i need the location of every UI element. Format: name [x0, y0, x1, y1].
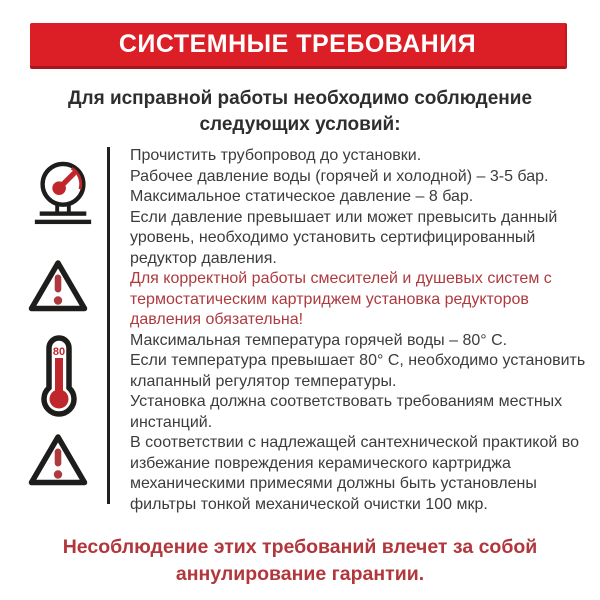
requirement-item: Установка должна соответствовать требованиям местных инстанций. — [130, 393, 563, 431]
warning-triangle-icon — [26, 257, 90, 320]
requirement-item: Если температура превышает 80° C, необходимо установить клапанный регулятор температуры. — [130, 352, 586, 390]
vertical-divider — [107, 147, 110, 504]
warranty-warning — [0, 534, 600, 588]
requirement-item: Для корректной работы смесителей и душевых систем с термостатическим картриджем установка редукторов давления обязательна! — [130, 270, 552, 328]
thermometer-icon — [36, 335, 82, 422]
requirement-item: Если давление превышает или может превысить данный уровень, необходимо установить сертифицированный редуктор давления. — [130, 208, 558, 267]
warning-triangle-icon — [26, 431, 90, 494]
subtitle-line-2: следующих условий: — [199, 114, 401, 135]
subtitle-line-1: Для исправной работы необходимо соблюдение — [67, 88, 533, 109]
requirements-list — [130, 146, 588, 515]
icon-column — [0, 0, 107, 600]
requirement-item: Максимальное статическое давление – 8 бар. — [130, 188, 474, 205]
requirement-item: Рабочее давление воды (горячей и холодной) – 3-5 бар. — [130, 167, 549, 185]
requirement-item: Прочистить трубопровод до установки. — [130, 147, 422, 164]
title-banner — [30, 23, 567, 69]
warranty-warning-line-2: аннулирование гарантии. — [175, 563, 425, 585]
page-title: СИСТЕМНЫЕ ТРЕБОВАНИЯ — [118, 30, 477, 58]
requirement-item: В соответствии с надлежащей сантехнической практикой во избежание повреждения керамического картриджа механическими примесями должны быть установлены фильтры тонкой механической очистки 100 мкр. — [130, 434, 579, 513]
requirement-item: Максимальная температура горячей воды – 80° C. — [130, 331, 508, 349]
thermometer-value-label: 80 — [52, 346, 66, 358]
warranty-warning-line-1: Несоблюдение этих требований влечет за собой — [62, 536, 538, 558]
pressure-gauge-icon — [30, 158, 96, 233]
